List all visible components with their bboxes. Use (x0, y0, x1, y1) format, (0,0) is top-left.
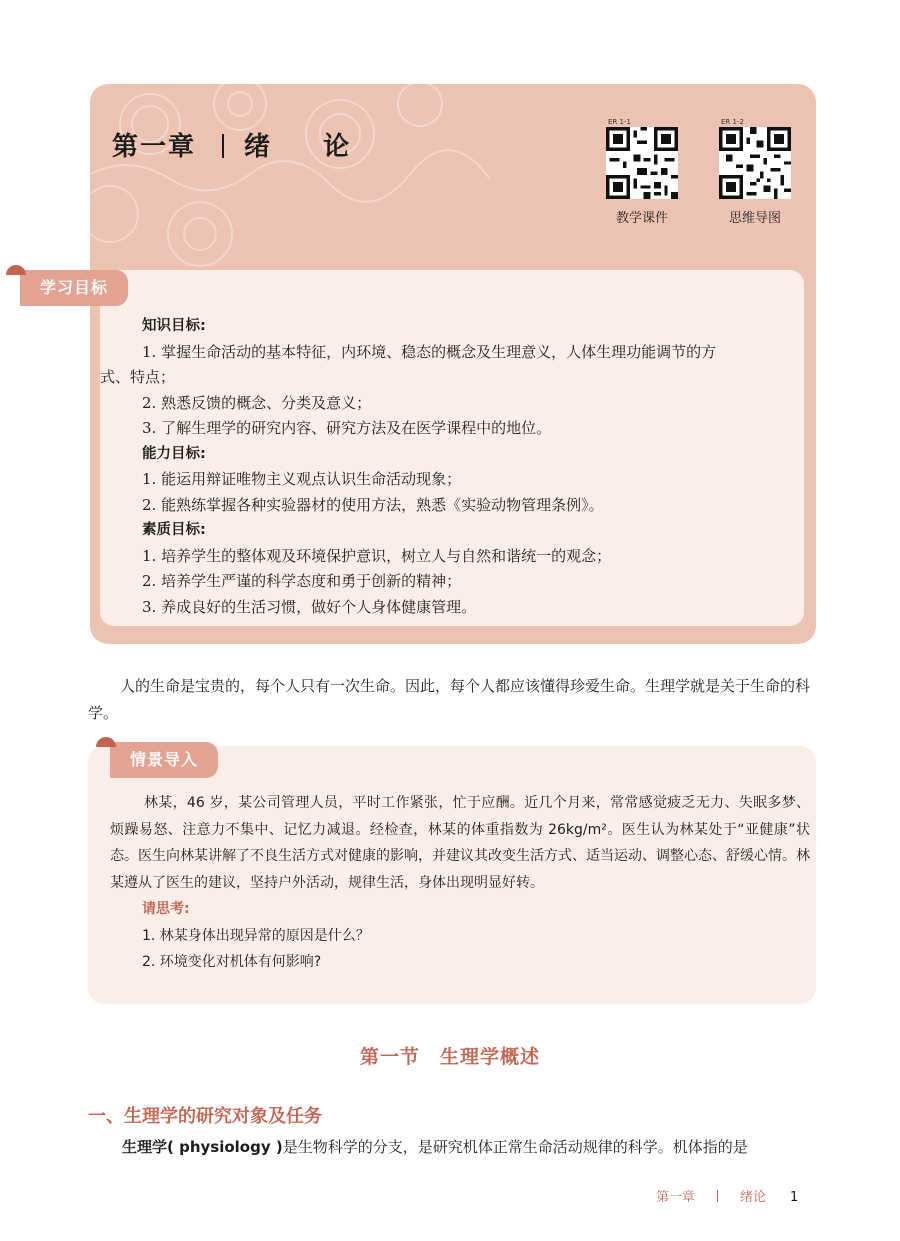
ability-heading: 能力目标: (142, 445, 206, 462)
question-item: 1. 林某身体出现异常的原因是什么？ (142, 927, 370, 944)
objective-item: 2. 能熟练掌握各种实验器材的使用方法，熟悉《实验动物管理条例》。 (142, 495, 604, 514)
scenario-tab: 情景导入 (110, 742, 218, 778)
objective-item: 3. 了解生理学的研究内容、研究方法及在医学课程中的地位。 (142, 419, 552, 437)
page-number: 1 (790, 1190, 799, 1205)
body-paragraph (88, 1134, 818, 1160)
qr-code-icon[interactable] (719, 127, 791, 199)
question-item: 2. 环境变化对机体有何影响? (142, 954, 322, 970)
learning-objectives-content (100, 314, 800, 620)
scenario-paragraph: 林某，46 岁，某公司管理人员，平时工作紧张，忙于应酬。近几个月来，常常感觉疲乏无力、失眠多梦、烦躁易怒、注意力不集中、记忆力减退。经检查，林某的体重指数为 26kg/m²。医生认为林某处于“亚健康”状态。医生向林某讲解了不良生活方式对健康的影响，并建议其改变生活方式、适当运动、调整心态、舒缓心情。林某遵从了医生的建议，坚持户外活动，规律生活，身体出现明显好转。 (110, 795, 810, 891)
quality-heading: 素质目标: (142, 522, 206, 538)
qr-code-icon[interactable] (606, 127, 678, 199)
qr-courseware[interactable] (602, 118, 682, 226)
body-text: 是生物科学的分支，是研究机体正常生命活动规律的科学。机体指的是 (282, 1138, 748, 1156)
subsection-title: 一、生理学的研究对象及任务 (88, 1106, 322, 1127)
page-footer (656, 1186, 798, 1205)
knowledge-heading: 知识目标: (142, 318, 206, 334)
chapter-title (112, 126, 371, 163)
footer-divider (717, 1190, 718, 1202)
objective-item: 1. 培养学生的整体观及环境保护意识，树立人与自然和谐统一的观念； (142, 546, 612, 565)
objective-item: 1. 能运用辩证唯物主义观点认识生命活动现象； (142, 470, 462, 488)
learning-objectives-tab: 学习目标 (20, 270, 128, 306)
chapter-number: 第一章 (112, 132, 197, 162)
chapter-name: 绪 论 (244, 132, 372, 162)
qr-caption: 思维导图 (728, 211, 781, 226)
term-physiology: 生理学( physiology ) (122, 1138, 283, 1156)
objective-item-continued: 式、特点； (100, 368, 176, 386)
qr-caption: 教学课件 (615, 211, 668, 226)
objective-item: 1. 掌握生命活动的基本特征，内环境、稳态的概念及生理意义，人体生理功能调节的方 (142, 342, 717, 361)
footer-title: 绪论 (740, 1190, 767, 1205)
decorative-pattern (90, 84, 490, 284)
title-divider (222, 134, 224, 158)
qr-code-label: ER 1-1 (608, 118, 631, 126)
footer-chapter: 第一章 (656, 1190, 696, 1205)
qr-code-label: ER 1-2 (721, 118, 744, 126)
objective-item: 2. 熟悉反馈的概念、分类及意义； (142, 393, 372, 412)
section-title: 第一节 生理学概述 (359, 1046, 540, 1068)
qr-mind-map[interactable] (715, 118, 795, 226)
scenario-content (110, 790, 810, 976)
intro-paragraph: 人的生命是宝贵的，每个人只有一次生命。因此，每个人都应该懂得珍爱生命。生理学就是关于生命的科学。 (88, 677, 811, 722)
think-label: 请思考: (142, 901, 190, 917)
objective-item: 3. 养成良好的生活习惯，做好个人身体健康管理。 (142, 597, 477, 616)
objective-item: 2. 培养学生严谨的科学态度和勇于创新的精神； (142, 572, 462, 590)
